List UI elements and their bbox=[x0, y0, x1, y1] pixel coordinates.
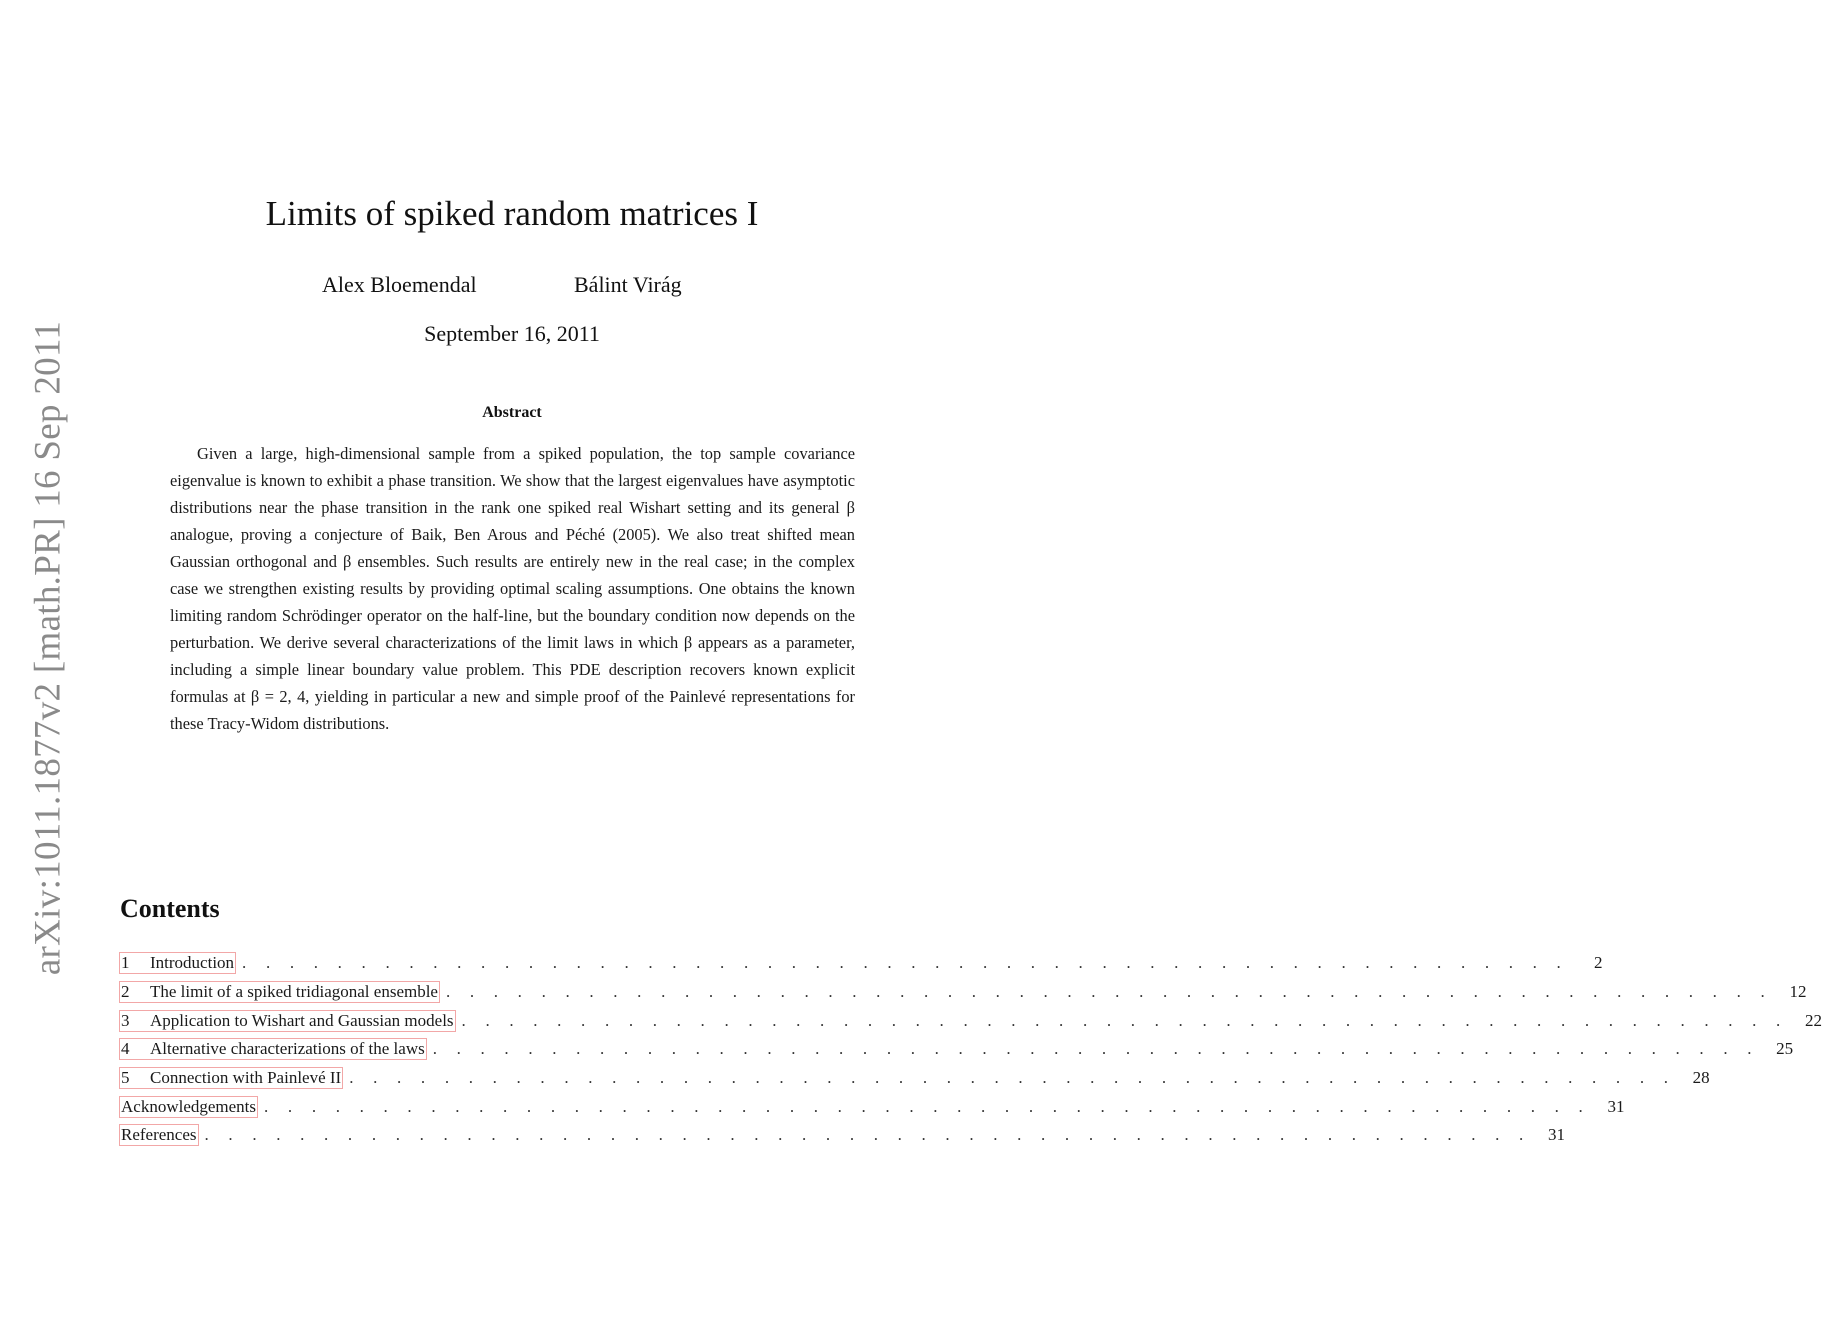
toc-entry bbox=[119, 1064, 1710, 1093]
toc-page-number: 28 bbox=[1692, 1068, 1710, 1088]
toc-label: Alternative characterizations of the laws bbox=[150, 1039, 425, 1059]
toc-entry bbox=[119, 1121, 1565, 1150]
toc-leader-dots: . . . . . . . . . . . . . . . . . . . . . . . . . . . . . . . . . . . . . . . . . . . . . . . . . . . . . . . . bbox=[445, 982, 1773, 1002]
toc-page-number: 31 bbox=[1607, 1096, 1625, 1116]
arxiv-side-stamp: arXiv:1011.1877v2 [math.PR] 16 Sep 2011 bbox=[27, 320, 69, 976]
toc-page-number: 25 bbox=[1776, 1039, 1794, 1059]
toc-section-number: 5 bbox=[121, 1068, 130, 1088]
toc-link[interactable] bbox=[119, 981, 440, 1003]
table-of-contents bbox=[119, 949, 1822, 1150]
toc-link[interactable] bbox=[119, 1096, 258, 1118]
toc-label: References bbox=[121, 1125, 197, 1145]
toc-entry bbox=[119, 978, 1807, 1007]
toc-link[interactable] bbox=[119, 1067, 343, 1089]
toc-section-number: 1 bbox=[121, 953, 130, 973]
toc-section-number: 2 bbox=[121, 982, 130, 1002]
toc-entry bbox=[119, 1092, 1625, 1121]
toc-entry bbox=[119, 949, 1603, 978]
toc-leader-dots: . . . . . . . . . . . . . . . . . . . . . . . . . . . . . . . . . . . . . . . . . . . . . . . . . . . . . . . . bbox=[242, 953, 1569, 973]
toc-label: Acknowledgements bbox=[121, 1096, 257, 1116]
toc-leader-dots: . . . . . . . . . . . . . . . . . . . . . . . . . . . . . . . . . . . . . . . . . . . . . . . . . . . . . . . . bbox=[461, 1010, 1788, 1030]
author-list bbox=[0, 272, 1024, 302]
contents-heading: Contents bbox=[120, 894, 220, 923]
toc-page-number: 12 bbox=[1789, 982, 1807, 1002]
toc-section-number: 4 bbox=[121, 1039, 130, 1059]
toc-page-number: 2 bbox=[1594, 953, 1603, 973]
toc-label: The limit of a spiked tridiagonal ensemble bbox=[150, 982, 438, 1002]
toc-label: Connection with Painlevé II bbox=[150, 1068, 342, 1088]
author-name: Bálint Virág bbox=[574, 272, 682, 297]
toc-label: Application to Wishart and Gaussian models bbox=[150, 1010, 454, 1030]
toc-link[interactable] bbox=[119, 1010, 456, 1032]
toc-page-number: 31 bbox=[1547, 1125, 1565, 1145]
toc-leader-dots: . . . . . . . . . . . . . . . . . . . . . . . . . . . . . . . . . . . . . . . . . . . . . . . . . . . . . . . . bbox=[204, 1125, 1531, 1145]
toc-section-number: 3 bbox=[121, 1010, 130, 1030]
toc-page-number: 22 bbox=[1805, 1010, 1822, 1030]
toc-link[interactable] bbox=[119, 952, 236, 974]
paper-date: September 16, 2011 bbox=[424, 321, 600, 346]
paper-title: Limits of spiked random matrices I bbox=[265, 194, 759, 233]
abstract-heading: Abstract bbox=[482, 404, 542, 421]
toc-link[interactable] bbox=[119, 1124, 199, 1146]
toc-label: Introduction bbox=[150, 953, 235, 973]
toc-leader-dots: . . . . . . . . . . . . . . . . . . . . . . . . . . . . . . . . . . . . . . . . . . . . . . . . . . . . . . . . bbox=[264, 1096, 1591, 1116]
author-name: Alex Bloemendal bbox=[322, 272, 477, 297]
toc-leader-dots: . . . . . . . . . . . . . . . . . . . . . . . . . . . . . . . . . . . . . . . . . . . . . . . . . . . . . . . . bbox=[432, 1039, 1760, 1059]
toc-link[interactable] bbox=[119, 1038, 427, 1060]
toc-entry bbox=[119, 1006, 1822, 1035]
toc-leader-dots: . . . . . . . . . . . . . . . . . . . . . . . . . . . . . . . . . . . . . . . . . . . . . . . . . . . . . . . . bbox=[349, 1068, 1676, 1088]
abstract-body: Given a large, high-dimensional sample from a spiked population, the top sample covariance eigenvalue is known to exhibit a phase transition. We show that the largest eigenvalues have asymptotic distributions near the phase transition in the rank one spiked real Wishart setting and its general β analogue, proving a conjecture of Baik, Ben Arous and Péché (2005). We also treat shifted mean Gaussian orthogonal and β ensembles. Such results are entirely new in the real case; in the complex case we strengthen existing results by providing optimal scaling assumptions. One obtains the known limiting random Schrödinger operator on the half-line, but the boundary condition now depends on the perturbation. We derive several characterizations of the limit laws in which β appears as a parameter, including a simple linear boundary value problem. This PDE description recovers known explicit formulas at β = 2, 4, yielding in particular a new and simple proof of the Painlevé representations for these Tracy-Widom distributions. bbox=[170, 444, 855, 733]
toc-entry bbox=[119, 1035, 1794, 1064]
